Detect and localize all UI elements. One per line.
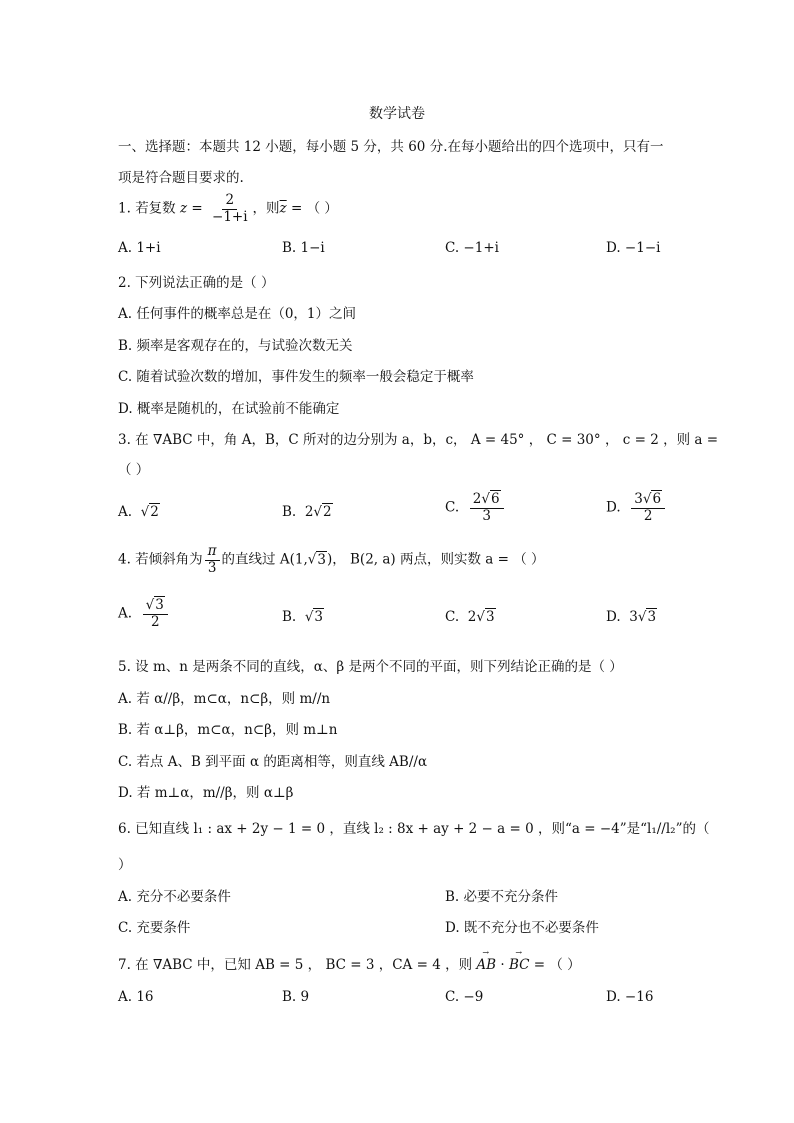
- q1-var-z: z: [179, 200, 188, 217]
- q6-option-d: D. 既不充分也不必要条件: [445, 920, 599, 936]
- q3-option-d-den: 2: [643, 507, 653, 524]
- q7-option-b: B. 9: [282, 989, 310, 1005]
- q1-conjugate-z: $\overline{z}$: [279, 200, 287, 217]
- q2-option-a: A. 任何事件的概率总是在（0，1）之间: [118, 306, 357, 322]
- q3-option-c-num-radicand: 6: [490, 491, 500, 507]
- q4-option-d: [606, 609, 657, 625]
- q3-option-a-value: √2: [140, 504, 159, 520]
- q4-option-c-radicand: 3: [485, 609, 495, 625]
- page-title: 数学试卷: [369, 106, 425, 122]
- q7-text-post: = （ ）: [529, 957, 581, 973]
- q4-option-a-label: A.: [118, 605, 133, 622]
- q4-option-c-coef: 2: [467, 609, 477, 625]
- q4-option-a: [118, 598, 170, 630]
- q6-stem-line1: 6. 已知直线 l₁ : ax + 2y − 1 = 0 ，直线 l₂ : 8x + ay + 2 − a = 0 ，则“a = −4”是“l₁//l₂”的（: [118, 821, 710, 837]
- q3-option-a-label: A.: [118, 504, 133, 520]
- q5-option-b: B. 若 α⊥β，m⊂α，n⊂β，则 m⊥n: [118, 722, 338, 738]
- q1-text-post: = （ ）: [286, 200, 338, 217]
- section-instructions-line1: 一、选择题：本题共 12 小题，每小题 5 分，共 60 分.在每小题给出的四个选项中，只有一: [118, 139, 664, 155]
- q5-stem: 5. 设 m、n 是两条不同的直线，α、β 是两个不同的平面，则下列结论正确的是（ ）: [118, 659, 623, 675]
- q3-option-d-num: 3√6: [631, 492, 665, 509]
- q3-option-a: [118, 504, 160, 520]
- q4-option-b-radicand: 3: [314, 609, 324, 625]
- q3-option-d: [606, 492, 667, 524]
- q7-stem: [118, 948, 581, 973]
- q3-stem-line2: （ ）: [118, 462, 150, 478]
- q1-text-pre: 若复数: [135, 200, 176, 217]
- q3-option-d-num-coef: 3: [634, 491, 643, 507]
- q1-frac-num: 2: [222, 193, 237, 210]
- q3-option-b-value: √2: [313, 504, 332, 520]
- q3-option-c-num-coef: 2: [472, 491, 482, 507]
- q1-option-a: A. 1+i: [118, 240, 161, 256]
- q4-option-b-value: √3: [304, 609, 324, 625]
- q4-option-d-radicand: 3: [647, 609, 657, 625]
- q3-option-c: [445, 492, 506, 524]
- q6-option-a: A. 充分不必要条件: [118, 889, 231, 905]
- vector-arrow-icon: →: [515, 948, 524, 957]
- q2-option-d: D. 概率是随机的，在试验前不能确定: [118, 401, 340, 417]
- q4-fraction: [205, 544, 220, 576]
- q1-option-b: B. 1−i: [282, 240, 325, 256]
- q4-option-c-value: √3: [476, 609, 495, 625]
- q3-option-b-label: B.: [282, 504, 297, 520]
- q4-sqrt: √3: [307, 551, 326, 568]
- q3-option-d-num-radicand: 6: [652, 491, 662, 507]
- q1-option-d: D. −1−i: [606, 240, 661, 256]
- q5-option-d: D. 若 m⊥α，m//β，则 α⊥β: [118, 785, 294, 801]
- q1-stem: [118, 193, 338, 225]
- q2-option-b: B. 频率是客观存在的，与试验次数无关: [118, 338, 353, 354]
- q7-vector-bc-label: BC: [508, 957, 530, 973]
- q4-option-c: [445, 609, 496, 625]
- q3-option-a-radicand: 2: [150, 504, 159, 520]
- q4-text-mid1: 的直线过 A(1,: [221, 551, 308, 568]
- q3-option-c-num: 2√6: [470, 492, 504, 509]
- q4-option-b-label: B.: [282, 609, 297, 625]
- q4-option-c-label: C.: [445, 609, 460, 625]
- q3-stem-line1: 3. 在 ∇ABC 中，角 A，B，C 所对的边分别为 a，b，c， A = 45° ， C = 30° ， c = 2 ，则 a =: [118, 432, 719, 448]
- q4-option-a-num: √3: [143, 598, 168, 615]
- q1-frac-den: −1+i: [212, 208, 248, 225]
- q3-option-d-label: D.: [606, 499, 621, 516]
- q6-option-b: B. 必要不充分条件: [445, 889, 559, 905]
- q3-option-c-label: C.: [445, 499, 460, 516]
- q3-option-b-radicand: 2: [323, 504, 332, 520]
- q7-vector-ab: [476, 948, 497, 973]
- q7-dot: ·: [496, 957, 509, 973]
- q5-option-c: C. 若点 A、B 到平面 α 的距离相等，则直线 AB//α: [118, 754, 428, 770]
- q1-option-c: C. −1+i: [445, 240, 499, 256]
- q4-option-d-value: √3: [637, 609, 657, 625]
- q4-text-pre: 4. 若倾斜角为: [118, 551, 203, 568]
- q3-option-c-fraction: [470, 492, 504, 524]
- q7-option-c: C. −9: [445, 989, 484, 1005]
- q6-option-c: C. 充要条件: [118, 920, 191, 936]
- section-instructions-line2: 项是符合题目要求的.: [118, 170, 244, 186]
- q7-vector-ab-label: AB: [476, 957, 497, 973]
- q4-frac-den: 3: [207, 559, 217, 576]
- q7-option-a: A. 16: [118, 989, 154, 1005]
- q4-option-d-label: D.: [606, 609, 621, 625]
- q4-option-b: [282, 609, 324, 625]
- q4-option-a-fraction: [143, 598, 168, 630]
- q4-option-d-coef: 3: [629, 609, 638, 625]
- q7-vector-bc: [508, 948, 530, 973]
- q4-radicand: 3: [317, 551, 326, 568]
- q7-option-d: D. −16: [606, 989, 654, 1005]
- q4-option-a-radicand: 3: [155, 597, 164, 613]
- q6-stem-line2: ）: [118, 857, 132, 873]
- q4-frac-num: π: [205, 544, 220, 561]
- q3-option-b: [282, 504, 333, 520]
- q1-fraction: [209, 193, 251, 225]
- q4-stem: [118, 544, 545, 576]
- q3-option-c-den: 3: [482, 507, 491, 524]
- q3-option-d-fraction: [631, 492, 665, 524]
- q1-text-mid: ，则: [252, 200, 280, 217]
- vector-arrow-icon: →: [482, 948, 491, 957]
- q4-text-mid2: )， B(2, a) 两点，则实数 a = （ ）: [326, 551, 545, 568]
- q5-option-a: A. 若 α//β，m⊂α，n⊂β，则 m//n: [118, 691, 331, 707]
- q1-equals: =: [187, 200, 208, 217]
- q1-number: 1.: [118, 200, 131, 217]
- q7-text-pre: 7. 在 ∇ABC 中，已知 AB = 5 ， BC = 3 ，CA = 4 ，则: [118, 957, 477, 973]
- q3-option-b-coef: 2: [304, 504, 314, 520]
- q2-option-c: C. 随着试验次数的增加，事件发生的频率一般会稳定于概率: [118, 369, 474, 385]
- q2-stem: 2. 下列说法正确的是（ ）: [118, 275, 275, 291]
- q4-option-a-den: 2: [150, 613, 160, 630]
